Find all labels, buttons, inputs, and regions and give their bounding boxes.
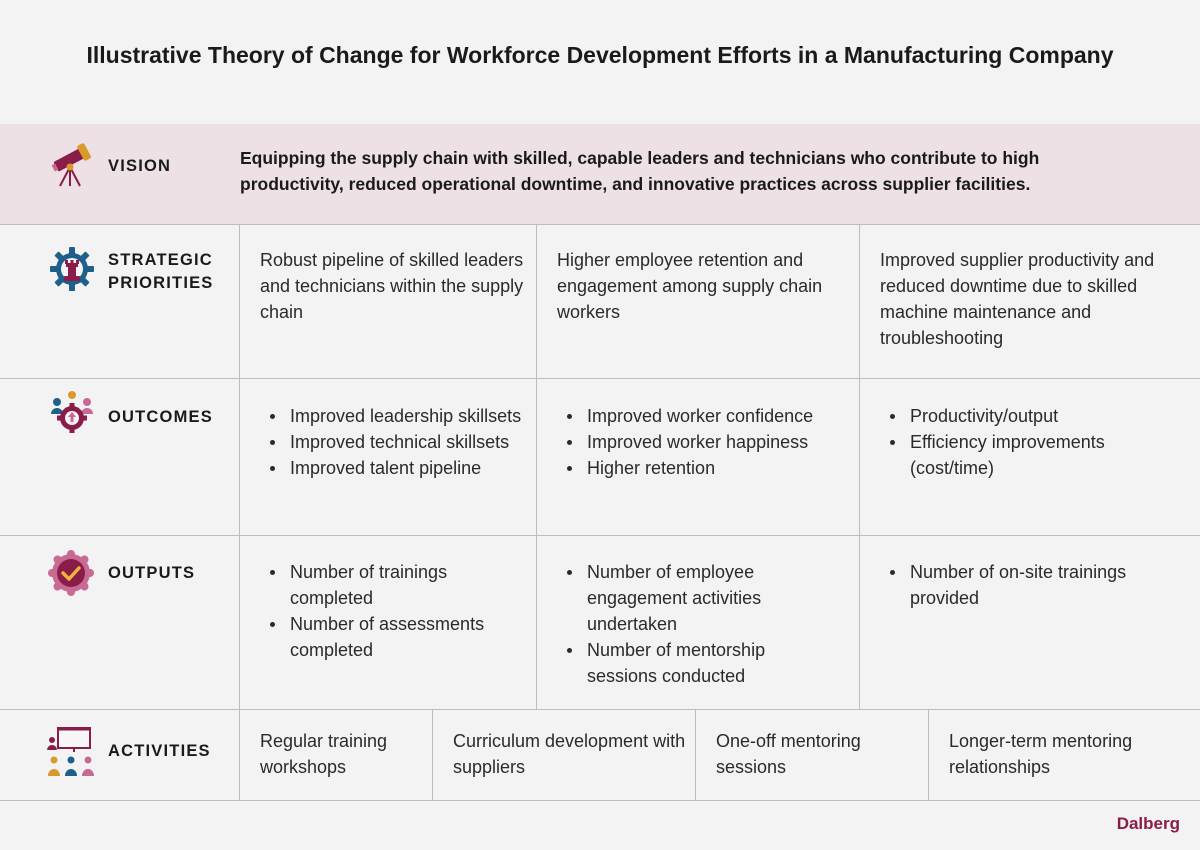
divider	[0, 378, 1200, 379]
row-label-line: STRATEGIC	[108, 251, 213, 269]
list-item: Improved talent pipeline	[260, 455, 536, 481]
priority-cell: Improved supplier productivity and reduced downtime due to skilled machine maintenance and troubleshooting	[880, 250, 1155, 348]
activity-cell: One-off mentoring sessions	[716, 731, 861, 777]
column-divider	[239, 224, 240, 801]
row-label-strategic-priorities	[108, 249, 214, 295]
presentation-audience-icon	[46, 726, 96, 783]
priority-cell: Higher employee retention and engagement among supply chain workers	[557, 250, 823, 322]
column-divider	[928, 709, 929, 801]
page-title: Illustrative Theory of Change for Workforce Development Efforts in a Manufacturing Company	[86, 42, 1114, 68]
telescope-icon	[48, 141, 96, 194]
row-label-outcomes: OUTCOMES	[108, 408, 213, 426]
divider	[0, 709, 1200, 710]
list-item: Improved worker confidence	[557, 403, 853, 429]
outputs-cell	[557, 559, 817, 689]
divider	[0, 224, 1200, 225]
activity-cell: Curriculum development with suppliers	[453, 731, 686, 777]
list-item: Higher retention	[557, 455, 853, 481]
column-divider	[695, 709, 696, 801]
divider	[0, 535, 1200, 536]
list-item: Number of employee engagement activities undertaken	[557, 559, 817, 637]
row-label-vision: VISION	[108, 157, 172, 175]
list-item: Improved technical skillsets	[260, 429, 536, 455]
column-divider	[432, 709, 433, 801]
outputs-cell	[260, 559, 520, 663]
list-item: Number of on-site trainings provided	[880, 559, 1180, 611]
list-item: Improved worker happiness	[557, 429, 853, 455]
column-divider	[859, 224, 860, 709]
priority-cell: Robust pipeline of skilled leaders and technicians within the supply chain	[260, 250, 524, 322]
list-item: Efficiency improvements (cost/time)	[880, 429, 1180, 481]
column-divider	[536, 224, 537, 709]
divider	[0, 800, 1200, 801]
activity-cell: Regular training workshops	[260, 731, 388, 777]
list-item: Productivity/output	[880, 403, 1180, 429]
list-item: Number of trainings completed	[260, 559, 520, 611]
gear-chess-rook-icon	[49, 246, 95, 297]
row-label-activities: ACTIVITIES	[108, 742, 211, 760]
list-item: Number of mentorship sessions conducted	[557, 637, 817, 689]
row-label-outputs: OUTPUTS	[108, 564, 196, 582]
vision-statement: Equipping the supply chain with skilled, capable leaders and technicians who contribute to high productivity, reduced operational downtime, and innovative practices across supplier facilities.	[240, 148, 1040, 194]
outputs-cell	[880, 559, 1180, 611]
list-item: Number of assessments completed	[260, 611, 520, 663]
outcomes-cell	[880, 403, 1180, 481]
team-gear-icon	[48, 388, 96, 441]
outcomes-cell	[260, 403, 536, 481]
row-label-line: PRIORITIES	[108, 274, 214, 292]
dalberg-logo: Dalberg	[1116, 814, 1180, 833]
activity-cell: Longer-term mentoring relationships	[949, 731, 1133, 777]
outcomes-cell	[557, 403, 853, 481]
checkmark-badge-icon	[48, 550, 94, 601]
list-item: Improved leadership skillsets	[260, 403, 536, 429]
